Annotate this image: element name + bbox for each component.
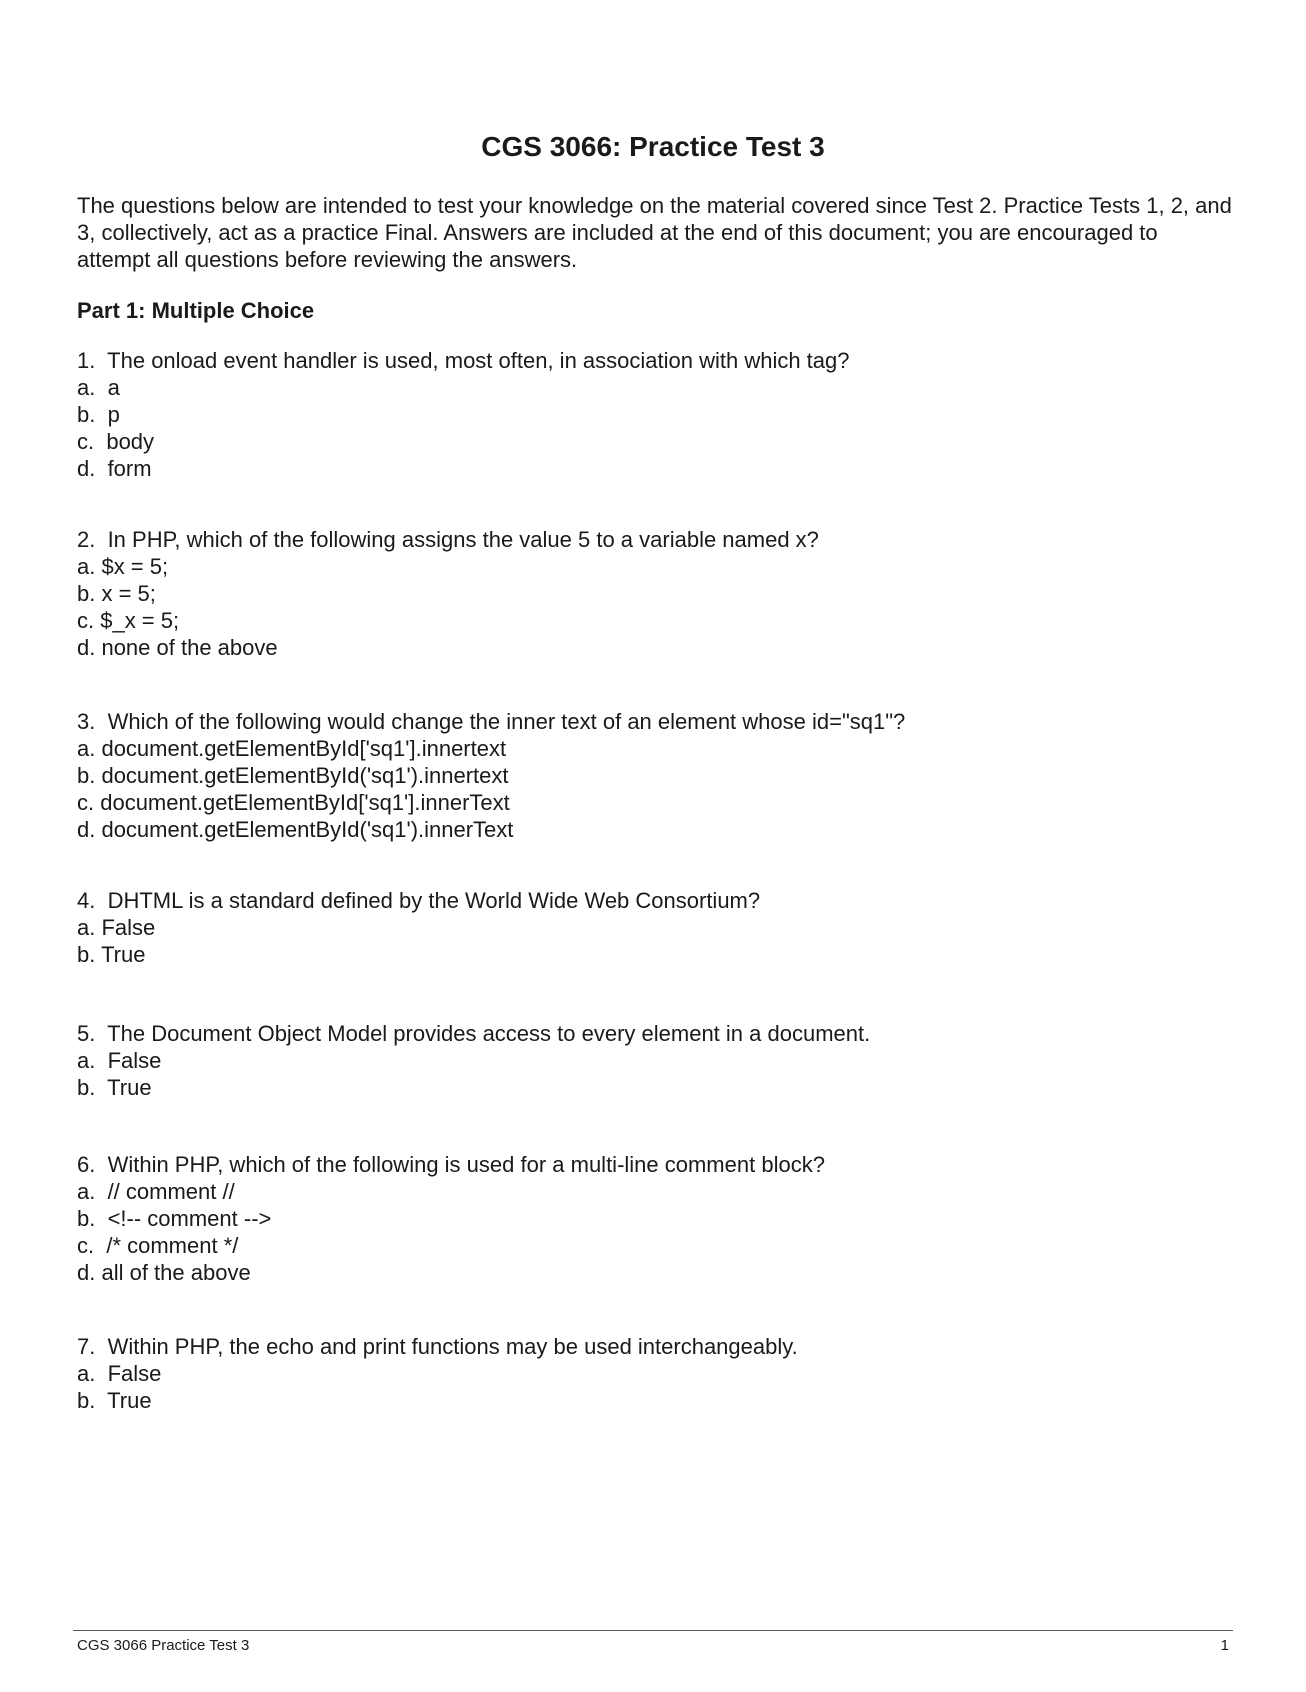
- answer-option: c. body: [77, 429, 155, 454]
- answer-option: a. $x = 5;: [77, 554, 169, 579]
- question-text: 4. DHTML is a standard defined by the World Wide Web Consortium?: [77, 888, 761, 913]
- answer-option: b. x = 5;: [77, 581, 156, 606]
- answer-option: b. True: [77, 942, 146, 967]
- answer-option: a. // comment //: [77, 1179, 235, 1204]
- page-title: CGS 3066: Practice Test 3: [481, 131, 825, 162]
- answer-option: b. p: [77, 402, 120, 427]
- page-footer: [73, 1630, 1233, 1659]
- question-7: [77, 1333, 1227, 1414]
- answer-option: a. False: [77, 1048, 162, 1073]
- answer-option: a. False: [77, 915, 156, 940]
- question-2: [77, 526, 1227, 661]
- question-text: 1. The onload event handler is used, most often, in association with which tag?: [77, 348, 850, 373]
- footer-label: CGS 3066 Practice Test 3: [77, 1637, 250, 1654]
- question-3: [77, 708, 1227, 843]
- question-text: 7. Within PHP, the echo and print functions may be used interchangeably.: [77, 1334, 798, 1359]
- question-text: 2. In PHP, which of the following assigns the value 5 to a variable named x?: [77, 527, 819, 552]
- answer-option: d. none of the above: [77, 635, 278, 660]
- answer-option: d. all of the above: [77, 1260, 251, 1285]
- answer-option: b. True: [77, 1388, 152, 1413]
- answer-option: a. a: [77, 375, 120, 400]
- question-5: [77, 1020, 1227, 1101]
- question-text: 5. The Document Object Model provides access to every element in a document.: [77, 1021, 871, 1046]
- answer-option: c. $_x = 5;: [77, 608, 180, 633]
- answer-option: b. True: [77, 1075, 152, 1100]
- answer-option: a. False: [77, 1361, 162, 1386]
- answer-option: d. form: [77, 456, 152, 481]
- section-heading: Part 1: Multiple Choice: [77, 298, 315, 323]
- question-4: [77, 887, 1227, 968]
- question-1: [77, 347, 1227, 482]
- question-text: 3. Which of the following would change the inner text of an element whose id="sq1"?: [77, 709, 906, 734]
- answer-option: b. document.getElementById('sq1').innertext: [77, 763, 509, 788]
- answer-option: c. /* comment */: [77, 1233, 239, 1258]
- answer-option: d. document.getElementById('sq1').innerText: [77, 817, 514, 842]
- page-number: 1: [1220, 1637, 1229, 1654]
- intro-paragraph: The questions below are intended to test your knowledge on the material covered since Test 2. Practice Tests 1, 2, and 3, collectively, act as a practice Final. Answers are included at the end of this document; you are encouraged to attempt all questions before reviewing the answers.: [77, 193, 1232, 272]
- answer-option: b. <!-- comment -->: [77, 1206, 272, 1231]
- answer-option: c. document.getElementById['sq1'].innerText: [77, 790, 510, 815]
- question-text: 6. Within PHP, which of the following is used for a multi-line comment block?: [77, 1152, 825, 1177]
- question-6: [77, 1151, 1227, 1286]
- answer-option: a. document.getElementById['sq1'].innertext: [77, 736, 507, 761]
